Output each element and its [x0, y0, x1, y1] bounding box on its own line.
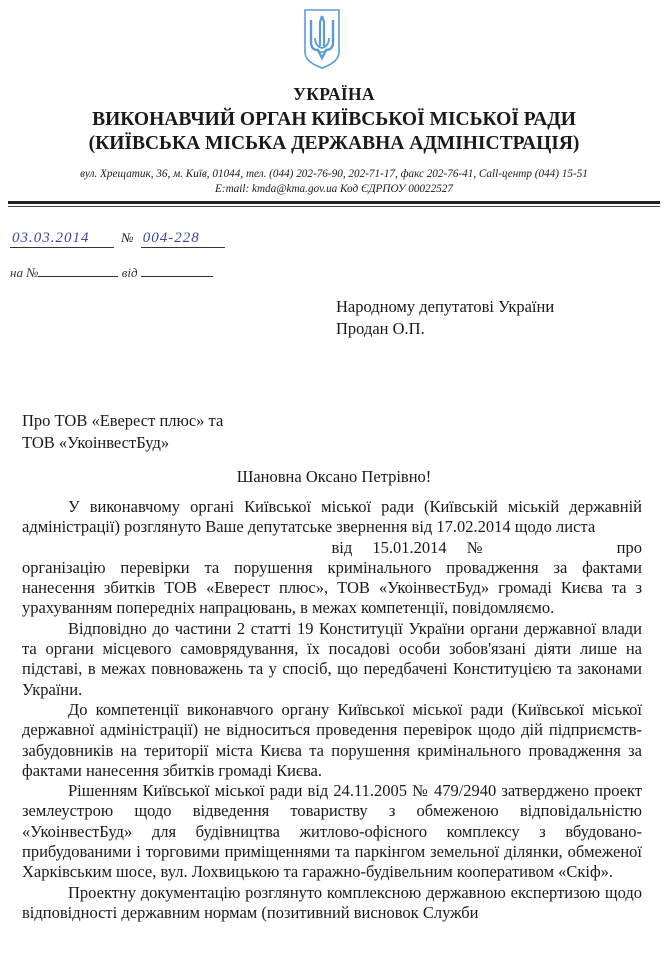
recipient-name: Продан О.П. [336, 319, 425, 338]
handwritten-date: 03.03.2014 [10, 230, 114, 248]
greeting: Шановна Оксано Петрівно! [236, 467, 432, 486]
country-heading: УКРАЇНА [293, 84, 375, 104]
paragraph-5: Проектну документацію розглянуто комплексною державною експертизою щодо відповідності державним нормам (позитивний висновок Служби [22, 882, 642, 922]
letterhead-divider [8, 201, 660, 204]
trident-emblem-icon [303, 8, 341, 70]
ref-number-sign: № [466, 537, 483, 557]
reply-date-blank [141, 264, 213, 277]
letterhead-divider-thin [8, 206, 660, 207]
contacts-line: E:mail: kmda@kma.gov.ua Код ЄДРПОУ 00022527 [215, 183, 453, 195]
letter-body [22, 497, 642, 923]
subject-line-1: Про ТОВ «Еверест плюс» та [22, 411, 224, 430]
reply-number-blank [38, 264, 118, 277]
reply-to-label: на № [10, 265, 39, 280]
paragraph-1 [22, 497, 642, 538]
organization-subheading: (КИЇВСЬКА МІСЬКА ДЕРЖАВНА АДМІНІСТРАЦІЯ) [88, 133, 580, 154]
subject-block [22, 410, 223, 454]
number-label: № [121, 230, 134, 245]
letter-reference-line [22, 538, 642, 558]
ref-from: від [331, 537, 353, 557]
handwritten-number: 004-228 [141, 230, 225, 248]
registration-line [10, 230, 225, 250]
organization-heading: ВИКОНАВЧИЙ ОРГАН КИЇВСЬКОЇ МІСЬКОЇ РАДИ [92, 109, 576, 130]
paragraph-1-text: У виконавчому органі Київської міської ради (Київській міській державній адміністрації) розглянуто Ваше депутатське звернення від 17.02.2014 щодо листа [22, 497, 642, 537]
reply-reference-line [10, 264, 213, 281]
paragraph-4: Рішенням Київської міської ради від 24.11.2005 № 479/2940 затверджено проект землеустрою щодо відведення товариству з обмеженою відповідальністю «УкоінвестБуд» для будівництва житлово-офісного комплексу з вбудовано-прибудованими і торговими приміщеннями та паркінгом земельної ділянки, обмеженої Харківським шосе, вул. Лохвицькою та гаражно-будівельним кооперативом «Скіф». [22, 781, 642, 882]
subject-line-2: ТОВ «УкоінвестБуд» [22, 433, 170, 452]
ref-about: про [616, 537, 642, 557]
paragraph-2: Відповідно до частини 2 статті 19 Конституції України органи державної влади та органи місцевого самоврядування, їх посадові особи зобов'язані діяти лише на підставі, в межах повноважень та у спосіб, що передбачені Конституцією та законами України. [22, 618, 642, 699]
paragraph-3: До компетенції виконавчого органу Київської міської ради (Київської міської державної адміністрації) не відноситься проведення перевірок щодо дій підприємств-забудовників на території міста Києва та порушення кримінального провадження за фактами нанесення збитків громаді Києва. [22, 699, 642, 780]
paragraph-1-continuation: організацію перевірки та порушення кримінального провадження за фактами нанесення збитків ТОВ «Еверест плюс», ТОВ «УкоінвестБуд» громаді Києва та з урахуванням попередніх напрацювань, в межах компетенції, повідомляємо. [22, 557, 642, 618]
from-label: від [121, 265, 138, 280]
address-line: вул. Хрещатик, 36, м. Київ, 01044, тел. (044) 202-76-90, 202-71-17, факс 202-76-41, Call-центр (044) 15-51 [80, 168, 588, 180]
recipient-title: Народному депутатові України [336, 297, 555, 316]
recipient-block [336, 296, 554, 340]
ref-date: 15.01.2014 [372, 537, 447, 557]
